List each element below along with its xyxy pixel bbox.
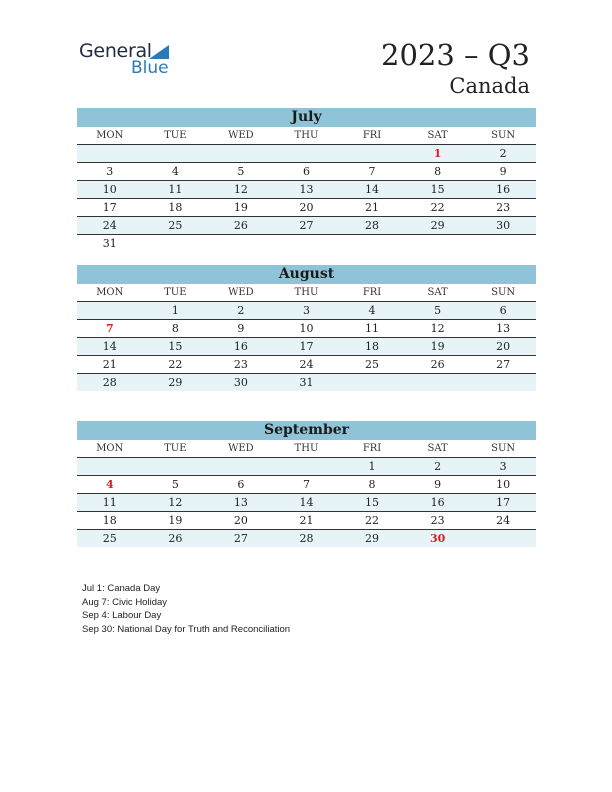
date-cell: 6: [302, 165, 310, 178]
week-row: [77, 235, 536, 252]
date-cell: [339, 374, 405, 391]
weekday-label: SAT: [427, 130, 448, 141]
weekday-label: TUE: [164, 443, 187, 454]
date-cell: [470, 374, 536, 391]
date-cell: 7: [302, 478, 310, 491]
date-cell: 26: [168, 532, 183, 545]
date-cell: 14: [299, 496, 314, 509]
date-cell: 23: [430, 514, 445, 527]
week-row: [77, 356, 536, 374]
week-row: [77, 338, 536, 356]
weekday-label: SUN: [491, 443, 516, 454]
week-row: [77, 494, 536, 512]
week-row: [77, 512, 536, 530]
date-cell: 8: [368, 478, 376, 491]
date-cell: 19: [168, 514, 183, 527]
date-cell: 15: [168, 340, 183, 353]
date-cell: 12: [430, 322, 445, 335]
date-cell: 17: [496, 496, 511, 509]
date-cell: [208, 458, 274, 475]
date-cell: 22: [365, 514, 380, 527]
date-cell: 16: [233, 340, 248, 353]
date-cell: 17: [102, 201, 117, 214]
date-cell: 13: [496, 322, 511, 335]
week-row: [77, 199, 536, 217]
date-cell: 2: [434, 460, 442, 473]
date-cell: 11: [168, 183, 183, 196]
date-cell: 23: [233, 358, 248, 371]
date-cell: 10: [102, 183, 117, 196]
weekday-label: TUE: [164, 287, 187, 298]
date-cell: [470, 530, 536, 547]
date-cell: 8: [171, 322, 179, 335]
date-cell: 24: [102, 219, 117, 232]
holiday-date-cell: 1: [433, 147, 442, 160]
week-row: [77, 374, 536, 391]
week-row: [77, 320, 536, 338]
month-block-august: [77, 265, 536, 391]
date-cell: 19: [430, 340, 445, 353]
date-cell: [77, 145, 143, 162]
date-cell: 3: [106, 165, 114, 178]
weekday-label: THU: [294, 443, 319, 454]
logo-blue-text: Blue: [131, 58, 169, 78]
date-cell: 24: [496, 514, 511, 527]
weekday-label: FRI: [362, 443, 382, 454]
date-cell: 27: [233, 532, 248, 545]
date-cell: 18: [168, 201, 183, 214]
date-cell: 8: [434, 165, 442, 178]
date-cell: 6: [237, 478, 245, 491]
date-cell: 6: [499, 304, 507, 317]
date-cell: [470, 235, 536, 252]
date-cell: 16: [496, 183, 511, 196]
date-cell: 26: [233, 219, 248, 232]
logo-triangle-icon: [149, 45, 169, 59]
weekday-label: FRI: [362, 130, 382, 141]
weekday-label: THU: [294, 130, 319, 141]
date-cell: 15: [365, 496, 380, 509]
date-cell: 21: [102, 358, 117, 371]
weekday-label: WED: [228, 287, 254, 298]
date-cell: 16: [430, 496, 445, 509]
date-cell: 5: [171, 478, 179, 491]
date-cell: 17: [299, 340, 314, 353]
date-cell: 29: [365, 532, 380, 545]
week-row: [77, 476, 536, 494]
week-row: [77, 163, 536, 181]
date-cell: 15: [430, 183, 445, 196]
date-cell: [77, 458, 143, 475]
date-cell: [274, 458, 340, 475]
weekday-header-row: [77, 440, 536, 458]
page-title: 2023 – Q3: [381, 38, 530, 72]
date-cell: 25: [102, 532, 117, 545]
date-cell: 3: [499, 460, 507, 473]
date-cell: 27: [496, 358, 511, 371]
date-cell: [143, 458, 209, 475]
week-row: [77, 302, 536, 320]
date-cell: 28: [365, 219, 380, 232]
date-cell: 28: [102, 376, 117, 389]
date-cell: 4: [368, 304, 376, 317]
month-title: August: [77, 265, 536, 284]
date-cell: 31: [102, 237, 117, 250]
date-cell: 29: [430, 219, 445, 232]
date-cell: 3: [302, 304, 310, 317]
date-cell: 23: [496, 201, 511, 214]
date-cell: 26: [430, 358, 445, 371]
date-cell: 29: [168, 376, 183, 389]
date-cell: 5: [237, 165, 245, 178]
month-title: July: [77, 108, 536, 127]
date-cell: 1: [171, 304, 179, 317]
weekday-label: MON: [96, 287, 124, 298]
date-cell: 10: [299, 322, 314, 335]
weekday-label: WED: [228, 130, 254, 141]
date-cell: [405, 235, 471, 252]
weekday-header-row: [77, 284, 536, 302]
holiday-note: Sep 30: National Day for Truth and Reconciliation: [82, 623, 291, 635]
date-cell: [143, 235, 209, 252]
date-cell: 28: [299, 532, 314, 545]
month-block-september: [77, 421, 536, 547]
date-cell: 31: [299, 376, 314, 389]
holiday-date-cell: 30: [429, 532, 446, 545]
date-cell: 2: [237, 304, 245, 317]
date-cell: 18: [365, 340, 380, 353]
week-row: [77, 530, 536, 547]
logo-general-text: General: [79, 40, 152, 62]
date-cell: 30: [496, 219, 511, 232]
date-cell: 12: [233, 183, 248, 196]
date-cell: [274, 235, 340, 252]
month-title: September: [77, 421, 536, 440]
date-cell: 14: [102, 340, 117, 353]
date-cell: 11: [102, 496, 117, 509]
date-cell: [143, 145, 209, 162]
page-subtitle: Canada: [449, 74, 530, 98]
logo: [79, 40, 169, 78]
date-cell: [339, 235, 405, 252]
weekday-label: SAT: [427, 443, 448, 454]
holiday-note: Jul 1: Canada Day: [82, 583, 161, 594]
date-cell: 9: [434, 478, 442, 491]
date-cell: [405, 374, 471, 391]
weekday-label: THU: [294, 287, 319, 298]
date-cell: 25: [168, 219, 183, 232]
holiday-notes: [82, 582, 290, 636]
weekday-label: MON: [96, 130, 124, 141]
date-cell: 13: [299, 183, 314, 196]
holiday-date-cell: 4: [105, 478, 114, 491]
date-cell: [208, 235, 274, 252]
weekday-label: TUE: [164, 130, 187, 141]
date-cell: 24: [299, 358, 314, 371]
date-cell: 20: [496, 340, 511, 353]
weekday-label: MON: [96, 443, 124, 454]
weekday-label: FRI: [362, 287, 382, 298]
date-cell: [77, 302, 143, 319]
week-row: [77, 181, 536, 199]
date-cell: [274, 145, 340, 162]
holiday-date-cell: 7: [105, 322, 114, 335]
date-cell: 1: [368, 460, 376, 473]
date-cell: 5: [434, 304, 442, 317]
weekday-label: SUN: [491, 130, 516, 141]
date-cell: 7: [368, 165, 376, 178]
week-row: [77, 217, 536, 235]
date-cell: [339, 145, 405, 162]
date-cell: 12: [168, 496, 183, 509]
date-cell: 19: [233, 201, 248, 214]
weekday-label: SAT: [427, 287, 448, 298]
date-cell: 2: [499, 147, 507, 160]
date-cell: 10: [496, 478, 511, 491]
date-cell: 20: [299, 201, 314, 214]
date-cell: 9: [237, 322, 245, 335]
weekday-label: WED: [228, 443, 254, 454]
date-cell: 21: [365, 201, 380, 214]
date-cell: 20: [233, 514, 248, 527]
date-cell: 18: [102, 514, 117, 527]
weekday-header-row: [77, 127, 536, 145]
date-cell: 4: [171, 165, 179, 178]
week-row: [77, 458, 536, 476]
holiday-note: Aug 7: Civic Holiday: [82, 596, 168, 608]
date-cell: 21: [299, 514, 314, 527]
date-cell: 27: [299, 219, 314, 232]
date-cell: 22: [430, 201, 445, 214]
date-cell: 11: [365, 322, 380, 335]
month-block-july: [77, 108, 536, 252]
date-cell: [208, 145, 274, 162]
date-cell: 22: [168, 358, 183, 371]
date-cell: 13: [233, 496, 248, 509]
date-cell: 9: [499, 165, 507, 178]
holiday-note: Sep 4: Labour Day: [82, 610, 162, 621]
date-cell: 25: [365, 358, 380, 371]
date-cell: 14: [365, 183, 380, 196]
weekday-label: SUN: [491, 287, 516, 298]
date-cell: 30: [233, 376, 248, 389]
week-row: [77, 145, 536, 163]
